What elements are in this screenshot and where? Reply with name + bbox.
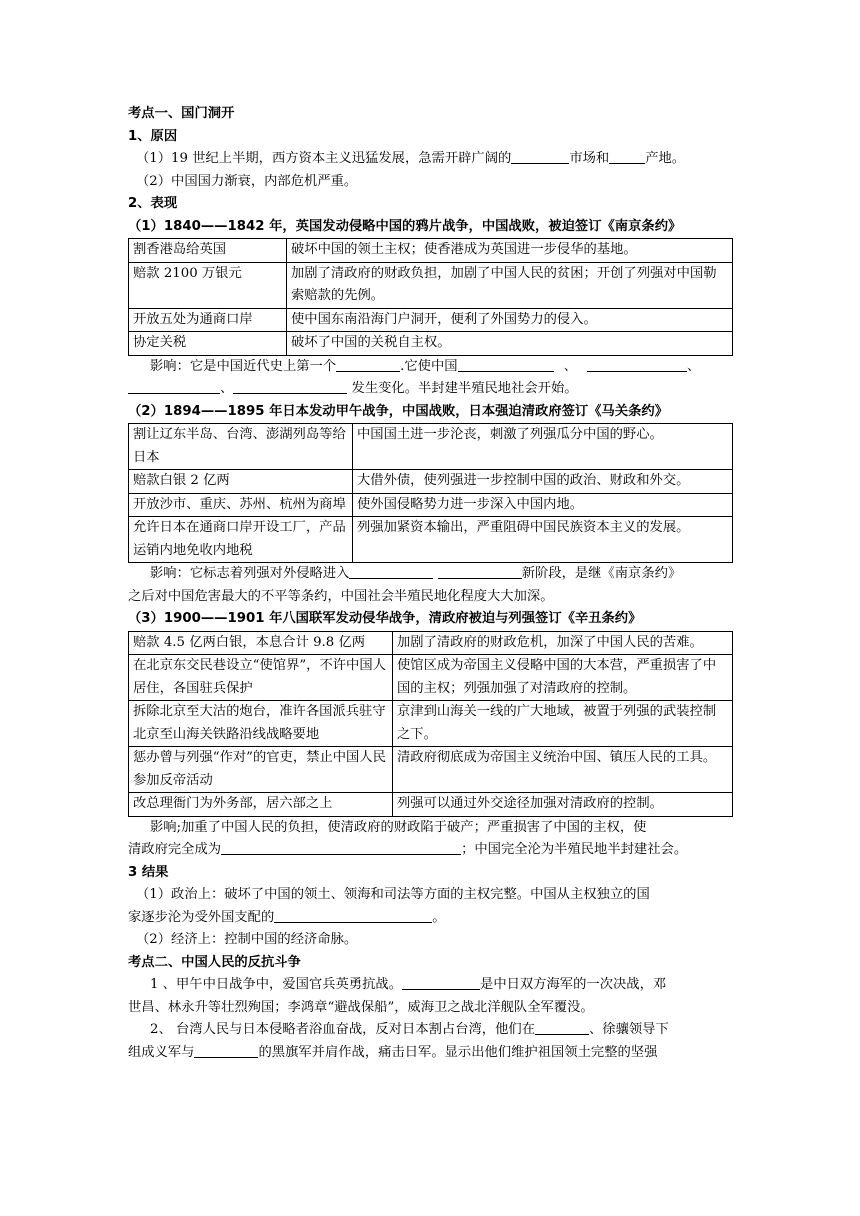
table-row: 开放五处为通商口岸 使中国东南沿海门户洞开，便利了外国势力的侵入。	[129, 308, 733, 332]
xinchou-table	[128, 631, 733, 817]
maguan-effect-cont: 之后对中国危害最大的不平等条约，中国社会半殖民地化程度大大加深。	[128, 588, 554, 604]
section-title-1: 考点一、国门洞开	[128, 106, 235, 121]
struggle-2: 2、 台湾人民与日本侵略者浴血奋战，反对日本割占台湾，他们在 、徐骧领导下	[150, 1022, 669, 1037]
table-row: 惩办曾与列强“作对”的官吏，禁止中国人民参加反帝活动 清政府彻底成为帝国主义统治中国、镇压人民的工具。	[129, 747, 733, 793]
answer-blank[interactable]	[402, 975, 480, 990]
struggle-1: 1 、甲午中日战争中，爱国官兵英勇抗战。 是中日双方海军的一次决战，邓	[150, 977, 667, 992]
maguan-table	[128, 423, 733, 563]
struggle-2-cont: 组成义军与 的黑旗军并肩作战，痛击日军。显示出他们维护祖国领土完整的坚强	[128, 1044, 658, 1060]
table-row: 协定关税 破坏了中国的关税自主权。	[129, 332, 733, 356]
cause-heading: 1、原因	[128, 128, 178, 144]
answer-blank[interactable]	[194, 1043, 258, 1058]
result-1: （1）政治上：破坏了中国的领土、领海和司法等方面的主权完整。中国从主权独立的国	[136, 887, 650, 902]
answer-blank[interactable]	[336, 357, 400, 372]
result-heading: 3 结果	[128, 864, 169, 880]
result-1-cont: 家逐步沦为受外国支配的 。	[128, 909, 446, 925]
nanjing-table	[128, 238, 733, 356]
table-row: 改总理衙门为外务部，居六部之上 列强可以通过外交途径加强对清政府的控制。	[129, 793, 733, 817]
table-row: 拆除北京至大沽的炮台，准许各国派兵驻守北京至山海关铁路沿线战略要地 京津到山海关一线的广大地域，被置于列强的武装控制之下。	[129, 701, 733, 747]
table-row: 割让辽东半岛、台湾、澎湖列岛等给日本 中国国土进一步沦丧，刺激了列强瓜分中国的野心。	[129, 424, 733, 470]
table-row: 在北京东交民巷设立“使馆界”，不许中国人居住，各国驻兵保护 使馆区成为帝国主义侵略中国的大本营，严重损害了中国的主权；列强加强了对清政府的控制。	[129, 655, 733, 701]
answer-blank[interactable]	[458, 357, 554, 372]
answer-blank[interactable]	[438, 564, 522, 579]
table-row: 赔款 4.5 亿两白银，本息合计 9.8 亿两 加剧了清政府的财政危机，加深了中国人民的苦难。	[129, 631, 733, 655]
cause-2: （2）中国国力渐衰，内部危机严重。	[136, 173, 358, 189]
section-title-2: 考点二、中国人民的反抗斗争	[128, 954, 301, 970]
answer-blank[interactable]	[274, 908, 432, 923]
xinchou-effect-cont: 清政府完全成为 ；中国完全沦为半殖民地半封建社会。	[128, 842, 688, 857]
answer-blank[interactable]	[535, 1020, 589, 1035]
result-2: （2）经济上：控制中国的经济命脉。	[136, 932, 358, 947]
answer-blank[interactable]	[587, 357, 687, 372]
maguan-effect: 影响：它标志着列强对外侵略进入 新阶段，是继《南京条约》	[150, 566, 682, 581]
document-page	[128, 103, 734, 1064]
table-row: 赔款 2100 万银元 加剧了清政府的财政负担，加剧了中国人民的贫困；开创了列强对中国勒索赔款的先例。	[129, 262, 733, 308]
xinchou-heading: （3）1900——1901 年八国联军发动侵华战争，清政府被迫与列强签订《辛丑条约》	[128, 611, 642, 626]
answer-blank[interactable]	[221, 840, 461, 855]
xinchou-effect: 影响;加重了中国人民的负担，使清政府的财政陷于破产；严重损害了中国的主权，使	[150, 819, 647, 835]
struggle-1-cont: 世昌、林永升等壮烈殉国；李鸿章“避战保船”，威海卫之战北洋舰队全军覆没。	[128, 999, 594, 1015]
table-row: 赔款白银 2 亿两 大借外债，使列强进一步控制中国的政治、财政和外交。	[129, 470, 733, 494]
maguan-heading: （2）1894——1895 年日本发动甲午战争，中国战败，日本强迫清政府签订《马关条约》	[128, 403, 668, 419]
cause-1: （1）19 世纪上半期，西方资本主义迅猛发展，急需开辟广阔的 市场和 产地。	[136, 151, 686, 166]
nanjing-heading: （1）1840——1842 年，英国发动侵略中国的鸦片战争，中国战败，被迫签订《南京条约》	[128, 218, 682, 234]
answer-blank[interactable]	[349, 564, 433, 579]
table-row: 割香港岛给英国 破坏中国的领土主权；使香港成为英国进一步侵华的基地。	[129, 239, 733, 263]
answer-blank[interactable]	[609, 149, 645, 164]
table-row: 允许日本在通商口岸开设工厂，产品运销内地免收内地税 列强加紧资本输出，严重阻碍中国民族资本主义的发展。	[129, 517, 733, 563]
nanjing-effect: 影响：它是中国近代史上第一个 .它使中国 、 、	[150, 358, 701, 374]
answer-blank[interactable]	[511, 149, 569, 164]
answer-blank[interactable]	[128, 379, 220, 394]
table-row: 开放沙市、重庆、苏州、杭州为商埠 使外国侵略势力进一步深入中国内地。	[129, 493, 733, 517]
show-heading: 2、表现	[128, 196, 178, 211]
nanjing-effect-cont: 、 发生变化。半封建半殖民地社会开始。	[128, 378, 734, 401]
answer-blank[interactable]	[233, 379, 347, 394]
